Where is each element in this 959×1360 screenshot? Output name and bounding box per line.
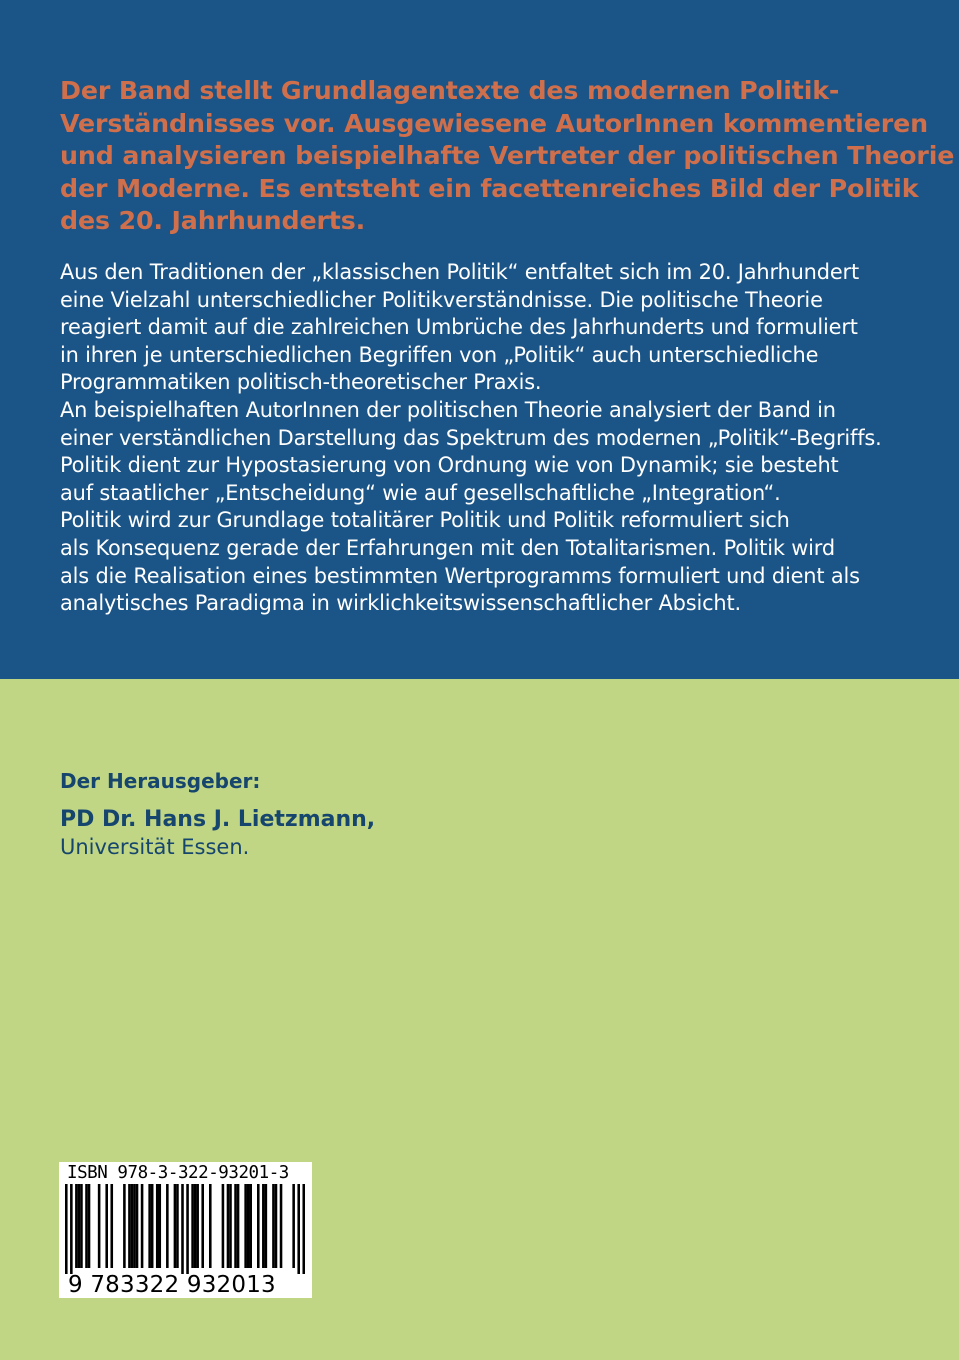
barcode-bar (105, 1184, 108, 1268)
barcode-bar (262, 1184, 265, 1268)
barcode-bar (80, 1184, 83, 1268)
body-line: als die Realisation eines bestimmten Wertprogramms formuliert und dient als (60, 563, 860, 588)
barcode-bar (65, 1184, 68, 1274)
barcode-digits: 9 783322 932013 (68, 1272, 276, 1298)
barcode-bar (141, 1184, 144, 1268)
barcode-bars (65, 1184, 305, 1274)
barcode-bar (247, 1184, 250, 1268)
barcode-bar (265, 1184, 268, 1268)
barcode-bar (110, 1184, 113, 1268)
barcode-bar (249, 1184, 252, 1268)
barcode-bar (148, 1184, 151, 1268)
barcode-bar (123, 1184, 126, 1268)
barcode-bar (237, 1184, 240, 1268)
lead-line: und analysieren beispielhafte Vertreter der politischen Theorie (60, 141, 955, 170)
editor-label: Der Herausgeber: (60, 769, 261, 793)
barcode-bar (88, 1184, 91, 1268)
body-line: auf staatlicher „Entscheidung“ wie auf gesellschaftliche „Integration“. (60, 480, 781, 505)
barcode-bar (131, 1184, 134, 1268)
barcode-bar (136, 1184, 139, 1268)
lead-paragraph (60, 75, 955, 238)
isbn-barcode (59, 1162, 312, 1298)
lead-line: Verständnisses vor. Ausgewiesene AutorInnen kommentieren (60, 108, 928, 138)
barcode-bar (174, 1184, 177, 1268)
body-line: Politik wird zur Grundlage totalitärer Politik und Politik reformuliert sich (60, 508, 790, 533)
barcode-bar (280, 1184, 283, 1268)
barcode-bar (227, 1184, 230, 1268)
body-line: Aus den Traditionen der „klassischen Politik“ entfaltet sich im 20. Jahrhundert (60, 260, 859, 284)
body-line: als Konsequenz gerade der Erfahrungen mit den Totalitarismen. Politik wird (60, 535, 835, 560)
barcode-bar (201, 1184, 204, 1268)
barcode-bar (244, 1184, 247, 1268)
body-line: eine Vielzahl unterschiedlicher Politikverständnisse. Die politische Theorie (60, 287, 823, 312)
barcode-bar (85, 1184, 88, 1268)
barcode-bar (194, 1184, 197, 1268)
lead-line: des 20. Jahrhunderts. (60, 206, 366, 235)
body-line: einer verständlichen Darstellung das Spektrum des modernen „Politik“-Begriffs. (60, 425, 882, 450)
barcode-bar (75, 1184, 78, 1268)
barcode-bar (186, 1184, 189, 1274)
body-paragraph (60, 259, 910, 618)
body-line: Politik dient zur Hypostasierung von Ordnung wie von Dynamik; sie besteht (60, 453, 839, 478)
barcode-bar (257, 1184, 260, 1268)
lead-line: Der Band stellt Grundlagentexte des modernen Politik- (60, 76, 840, 105)
body-line: reagiert damit auf die zahlreichen Umbrüche des Jahrhunderts und formuliert (60, 315, 858, 340)
barcode-bar (181, 1184, 184, 1274)
body-line: analytisches Paradigma in wirklichkeitswissenschaftlicher Absicht. (60, 591, 741, 616)
barcode-bar (133, 1184, 136, 1268)
barcode-bar (78, 1184, 81, 1268)
body-line: in ihren je unterschiedlichen Begriffen von „Politik“ auch unterschiedliche (60, 342, 819, 367)
barcode-bar (297, 1184, 300, 1274)
barcode-bar (158, 1184, 161, 1268)
barcode-bar (128, 1184, 131, 1268)
barcode-bar (191, 1184, 194, 1268)
barcode-bar (156, 1184, 159, 1268)
barcode-bar (166, 1184, 169, 1268)
isbn-label: ISBN 978-3-322-93201-3 (67, 1163, 289, 1183)
barcode-bar (272, 1184, 275, 1268)
editor-affiliation: Universität Essen. (60, 835, 250, 859)
lead-line: der Moderne. Es entsteht ein facettenreiches Bild der Politik (60, 173, 919, 203)
editor-name: PD Dr. Hans J. Lietzmann, (60, 807, 376, 832)
barcode-bar (292, 1184, 295, 1268)
barcode-bar (234, 1184, 237, 1268)
barcode-bar (70, 1184, 73, 1274)
barcode-bar (196, 1184, 199, 1268)
barcode-bar (151, 1184, 154, 1268)
barcode-bar (98, 1184, 101, 1268)
barcode-bar (176, 1184, 179, 1268)
top-panel (0, 0, 959, 679)
barcode-bar (275, 1184, 278, 1268)
barcode-bar (209, 1184, 212, 1268)
body-line: An beispielhaften AutorInnen der politischen Theorie analysiert der Band in (60, 397, 836, 422)
barcode-bar (229, 1184, 232, 1268)
barcode-bar (222, 1184, 225, 1268)
body-line: Programmatiken politisch-theoretischer Praxis. (60, 370, 542, 395)
barcode-bar (302, 1184, 305, 1274)
